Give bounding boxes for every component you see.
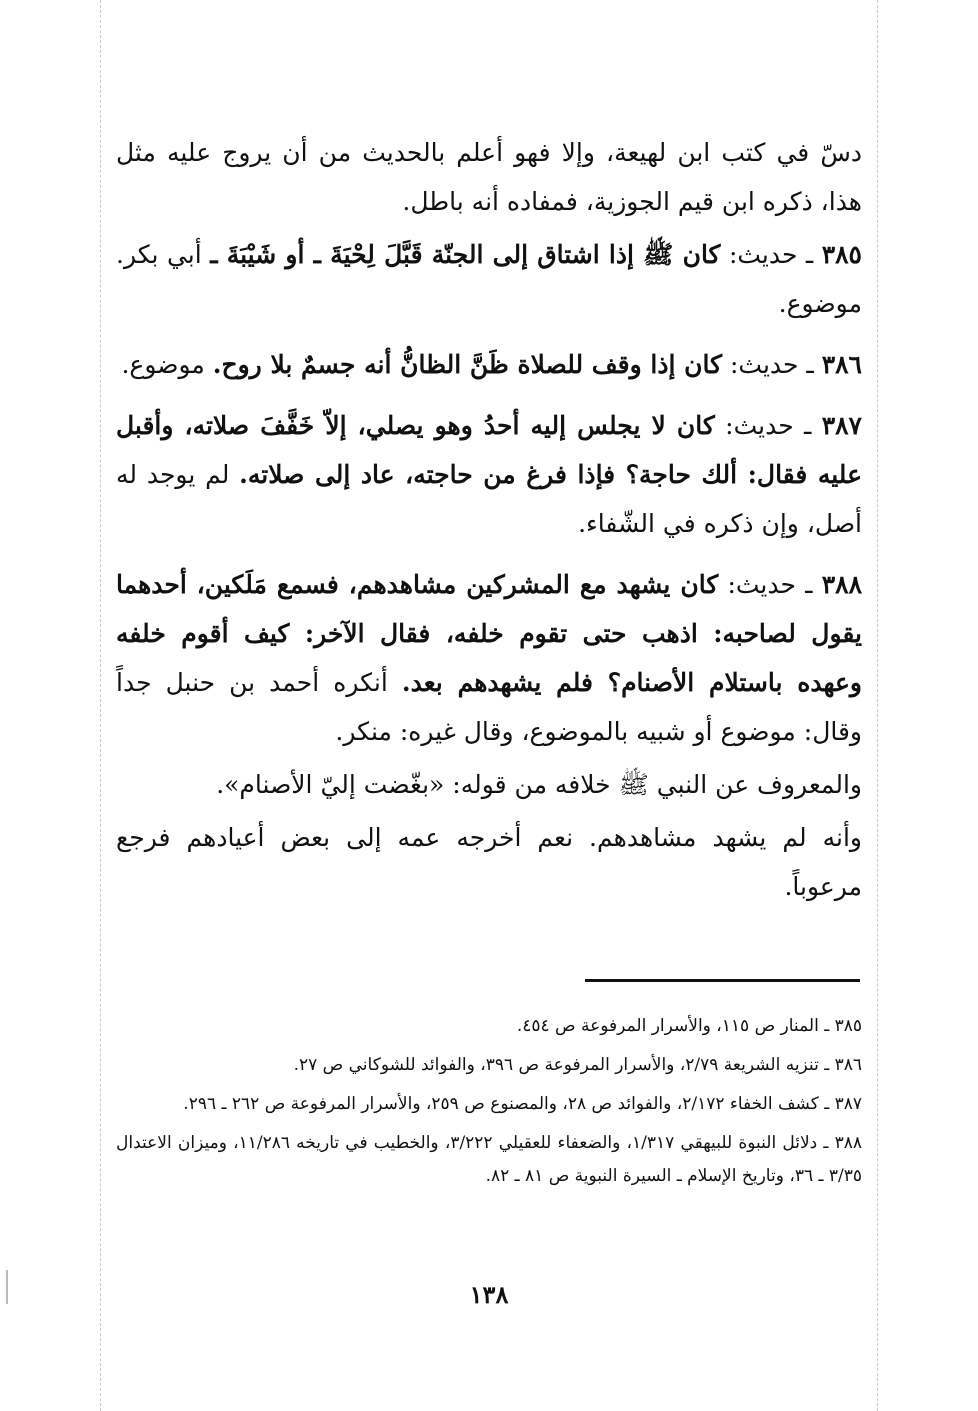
paragraph-known (116, 760, 862, 809)
entry-verdict: أبي بكر. موضوع. (116, 240, 862, 318)
page-number: ١٣٨ (469, 1280, 509, 1309)
paragraph-text: وأنه لم يشهد مشاهدهم. نعم أخرجه عمه إلى بعض أعيادهم فرجع مرعوباً. (116, 823, 862, 901)
hadith-entry-388 (116, 560, 862, 756)
hadith-text: كان يشهد مع المشركين مشاهدهم، فسمع مَلَكين، أحدهما يقول لصاحبه: اذهب حتى تقوم خلفه، فقال الآخر: كيف أقوم خلفه وعهده باستلام الأصنام؟ فلم يشهدهم بعد. (116, 570, 862, 697)
entry-label: ـ حديث: (727, 570, 813, 599)
entry-number: ٣٨٥ (821, 240, 862, 269)
entry-verdict: لم يوجد له أصل، وإن ذكره في الشّفاء. (116, 460, 862, 538)
entry-label: ـ حديث: (728, 240, 814, 269)
entry-verdict: موضوع. (121, 350, 205, 379)
scan-margin-line-left (100, 0, 101, 1411)
hadith-entry-386 (116, 340, 862, 389)
footnote-388: ٣٨٨ ـ دلائل النبوة للبيهقي ١/٣١٧، والضعفاء للعقيلي ٣/٢٢٢، والخطيب في تاريخه ١١/٢٨٦، وميزان الاعتدال ٣/٣٥ ـ ٣٦، وتاريخ الإسلام ـ السيرة النبوية ص ٨١ ـ ٨٢. (116, 1133, 862, 1186)
paragraph-text: والمعروف عن النبي ﷺ خلافه من قوله: «بغّضت إليّ الأصنام». (216, 770, 862, 799)
paragraph-intro (116, 128, 862, 226)
footnote-387: ٣٨٧ ـ كشف الخفاء ٢/١٧٢، والفوائد ص ٢٨، والمصنوع ص ٢٥٩، والأسرار المرفوعة ص ٢٦٢ ـ ٢٩٦. (183, 1094, 862, 1114)
footnote-385: ٣٨٥ ـ المنار ص ١١٥، والأسرار المرفوعة ص ٤٥٤. (516, 1016, 862, 1036)
paragraph-text: دسّ في كتب ابن لهيعة، وإلا فهو أعلم بالحديث من أن يروج عليه مثل هذا، ذكره ابن قيم الجوزية، فمفاده أنه باطل. (116, 138, 862, 216)
footnote-386: ٣٨٦ ـ تنزيه الشريعة ٢/٧٩، والأسرار المرفوعة ص ٣٩٦، والفوائد للشوكاني ص ٢٧. (293, 1055, 862, 1075)
entry-verdict: أنكره أحمد بن حنبل جداً وقال: موضوع أو شبيه بالموضوع، وقال غيره: منكر. (116, 668, 862, 746)
scan-margin-line-right (877, 0, 878, 1411)
footnotes-block (116, 1010, 862, 1199)
hadith-entry-387 (116, 401, 862, 548)
entry-number: ٣٨٨ (821, 570, 863, 599)
hadith-text: كان إذا وقف للصلاة ظَنَّ الظانُّ أنه جسمٌ بلا روح. (212, 350, 723, 379)
footnote-separator (585, 979, 860, 982)
entry-number: ٣٨٦ (821, 350, 862, 379)
paragraph-end (116, 813, 862, 911)
hadith-text: كان لا يجلس إليه أحدُ وهو يصلي، إلاّ خَفَّفَ صلاته، وأقبل عليه فقال: ألك حاجة؟ فإذا فرغ من حاجته، عاد إلى صلاته. (116, 411, 862, 489)
entry-label: ـ حديث: (725, 411, 812, 440)
entry-number: ٣٨٧ (821, 411, 862, 440)
hadith-text: كان ﷺ إذا اشتاق إلى الجنّة قَبَّلَ لِحْيَةَ ـ أو شَيْبَةَ ـ (210, 240, 721, 269)
entry-label: ـ حديث: (729, 350, 814, 379)
hadith-entry-385 (116, 230, 862, 328)
main-text-block (116, 128, 862, 915)
